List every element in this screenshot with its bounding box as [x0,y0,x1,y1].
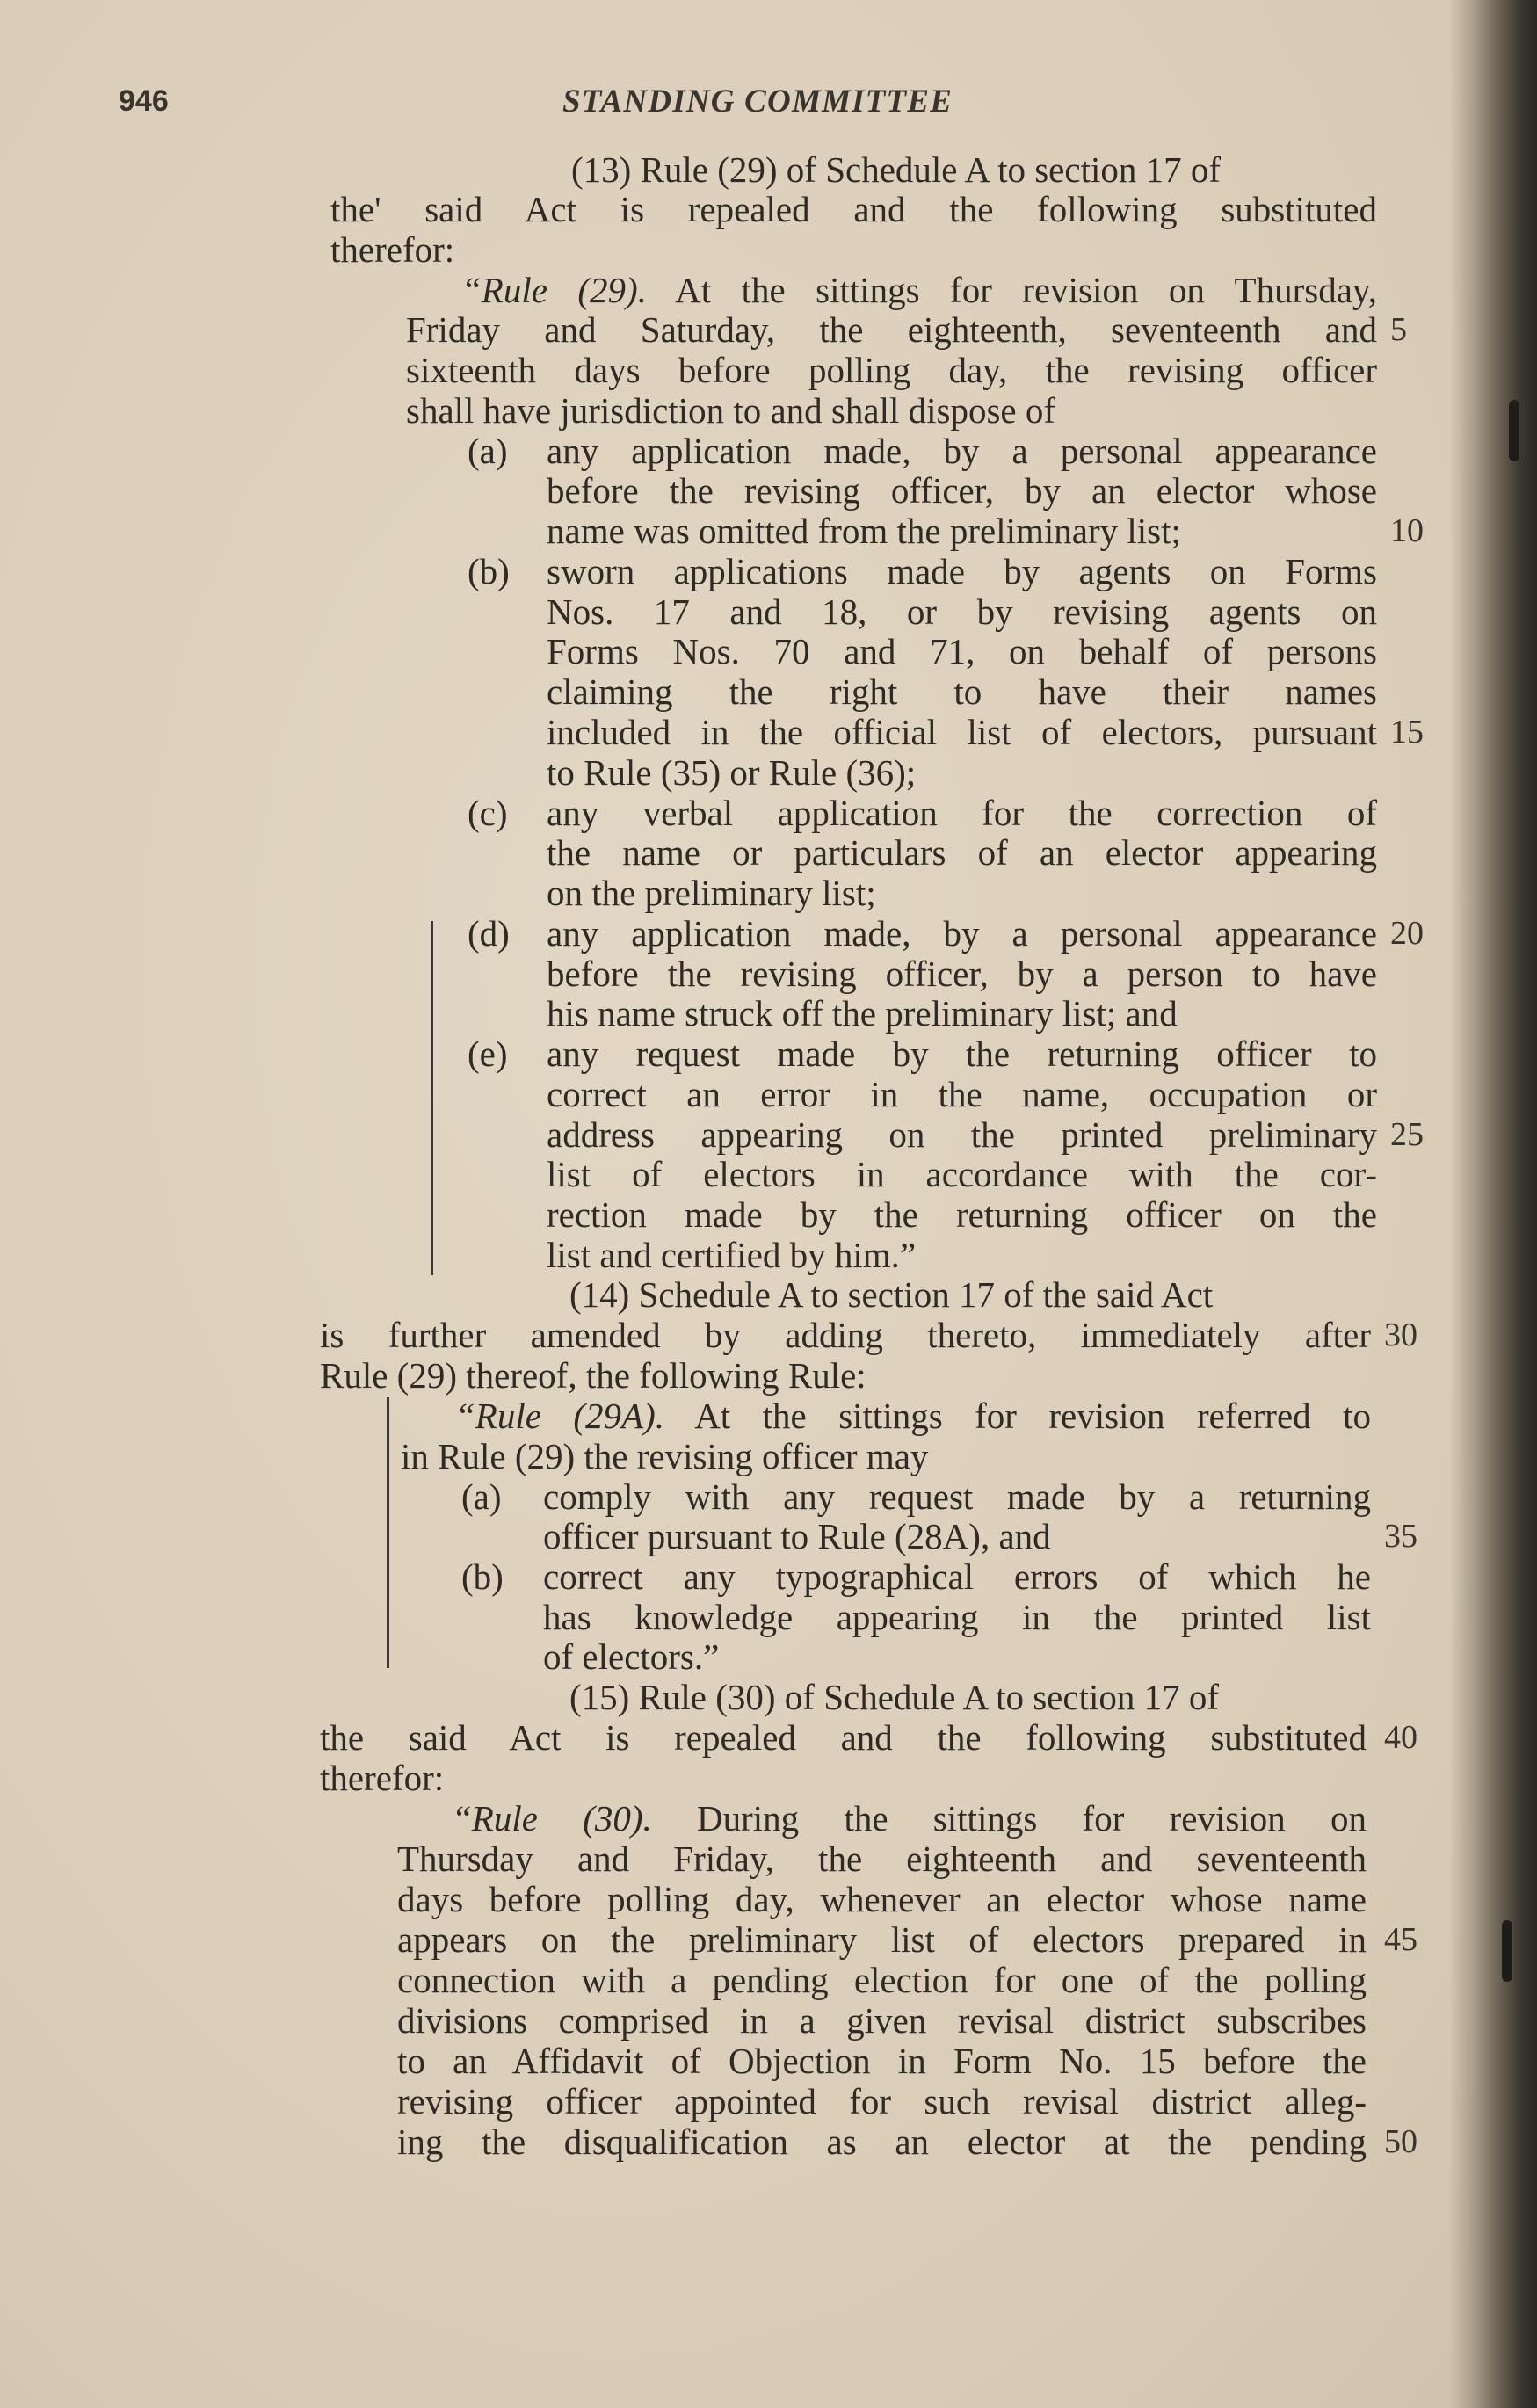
item-label: (c) [468,793,508,833]
text-line: the said Act is repealed and the following substituted [320,1717,1367,1758]
text-line: (14) Schedule A to section 17 of the said Act [569,1274,1214,1315]
text-line: comply with any request made by a returning [543,1476,1371,1517]
text-line: before the revising officer, by an elector whose [547,470,1377,511]
text-line: ing the disqualification as an elector at the pending [397,2122,1367,2162]
text-line [455,1396,1371,1436]
text-line: any application made, by a personal appearance [547,913,1377,954]
binding-mark [1502,1920,1512,1982]
text-line: on the preliminary list; [547,873,876,913]
text-line: divisions comprised in a given revisal district subscribes [397,2000,1367,2041]
line-number: 50 [1384,2123,1417,2160]
text-line: to an Affidavit of Objection in Form No. 15 before the [397,2041,1367,2081]
text-line: shall have jurisdiction to and shall dispose of [406,390,1056,431]
rule-heading: “Rule (30). [452,1798,652,1839]
text-line: sixteenth days before polling day, the revising officer [406,350,1377,390]
line-number: 45 [1384,1921,1417,1958]
text-line: claiming the right to have their names [547,671,1377,712]
item-label: (e) [468,1034,508,1074]
text-line: in Rule (29) the revising officer may [401,1436,929,1476]
line-number: 40 [1384,1719,1417,1756]
line-number: 30 [1384,1316,1417,1353]
text-line: any application made, by a personal appearance [547,431,1377,471]
line-number: 25 [1390,1116,1424,1153]
text-line: has knowledge appearing in the printed list [543,1597,1371,1637]
item-label: (b) [468,551,510,591]
text-line: included in the official list of electors, pursuant [547,712,1377,752]
running-head: STANDING COMMITTEE [562,83,953,120]
line-number: 15 [1390,714,1424,751]
item-label: (d) [468,913,510,954]
text-line: Forms Nos. 70 and 71, on behalf of persons [547,631,1377,671]
rule-heading: “Rule (29A). [455,1396,664,1436]
text-line: to Rule (35) or Rule (36); [547,752,917,793]
text-line: of electors.” [543,1636,720,1677]
line-number: 10 [1390,512,1424,549]
rule-heading: “Rule (29). [461,270,647,310]
text-line: list and certified by him.” [547,1235,917,1275]
text-line: (15) Rule (30) of Schedule A to section 17 of [569,1677,1220,1717]
line-number: 20 [1390,915,1424,952]
page-number: 946 [119,84,169,118]
text-line: the name or particulars of an elector appearing [547,832,1377,873]
revision-bar [387,1397,389,1668]
text-line: any verbal application for the correction of [547,793,1377,833]
text-line: days before polling day, whenever an elector whose name [397,1879,1367,1919]
item-label: (b) [461,1556,504,1597]
text-line: Nos. 17 and 18, or by revising agents on [547,591,1377,632]
page-edge-shadow [1449,0,1537,2408]
text-line: correct an error in the name, occupation or [547,1074,1377,1114]
text-line: revising officer appointed for such revisal district alleg- [397,2081,1367,2122]
text-line: therefor: [330,229,455,270]
text-line: (13) Rule (29) of Schedule A to section 17 of [571,149,1222,190]
text-line: appears on the preliminary list of electors prepared in [397,1919,1367,1960]
text-line: is further amended by adding thereto, immediately after [320,1315,1371,1355]
text-line: his name struck off the preliminary list; and [547,993,1178,1034]
revision-bar [431,921,433,1275]
text-line [452,1798,1367,1839]
line-number: 5 [1390,311,1407,348]
text-line: Friday and Saturday, the eighteenth, seventeenth and [406,309,1377,350]
text-line: list of electors in accordance with the cor- [547,1154,1377,1194]
item-label: (a) [461,1476,502,1517]
line-text: At the sittings for revision on Thursday, [646,270,1377,310]
text-line: officer pursuant to Rule (28A), and [543,1516,1051,1556]
text-line: therefor: [320,1758,445,1798]
text-line: name was omitted from the preliminary list; [547,511,1181,551]
line-text: During the sittings for revision on [651,1798,1367,1839]
text-line: sworn applications made by agents on Forms [547,551,1377,591]
text-line: any request made by the returning officer to [547,1034,1377,1074]
text-line: before the revising officer, by a person to have [547,954,1377,994]
text-line [461,270,1377,310]
line-text: At the sittings for revision referred to [664,1396,1371,1436]
text-line: the' said Act is repealed and the following substituted [330,189,1377,229]
text-line: rection made by the returning officer on the [547,1194,1377,1235]
text-line: address appearing on the printed preliminary [547,1114,1377,1155]
item-label: (a) [468,431,508,471]
text-line: correct any typographical errors of which he [543,1556,1371,1597]
binding-mark [1509,400,1519,461]
line-number: 35 [1384,1518,1417,1555]
text-line: Thursday and Friday, the eighteenth and seventeenth [397,1839,1367,1879]
text-line: connection with a pending election for one of the polling [397,1960,1367,2000]
text-line: Rule (29) thereof, the following Rule: [320,1355,866,1396]
